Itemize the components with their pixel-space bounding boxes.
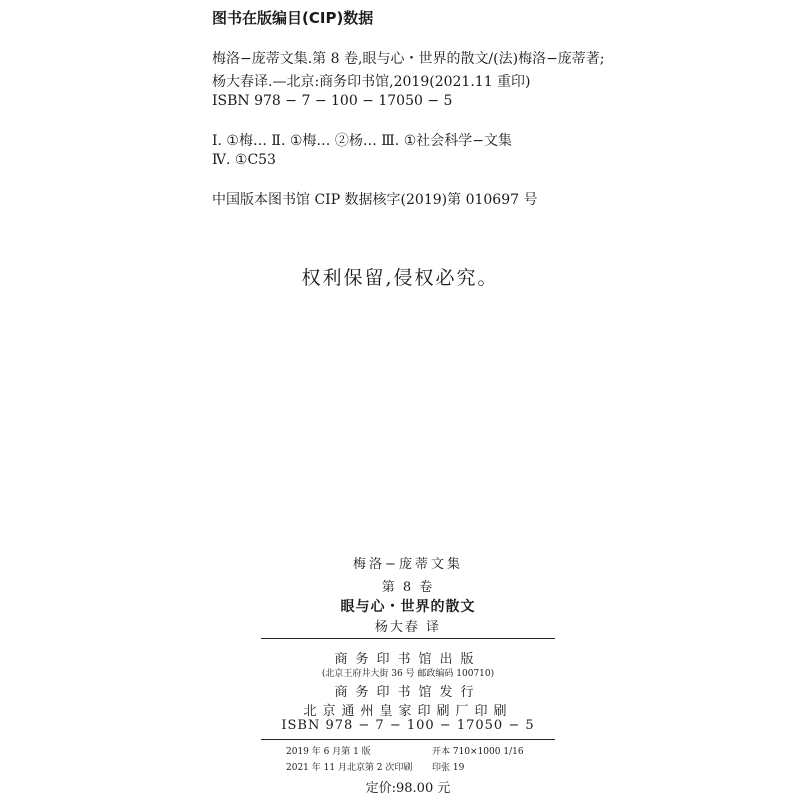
colophon-isbn: ISBN 978 − 7 − 100 − 17050 − 5 — [281, 718, 535, 733]
edition-info: 2019 年 6 月第 1 版 — [286, 747, 371, 757]
rights-notice: 权利保留,侵权必究。 — [301, 267, 499, 289]
printing-info: 2021 年 11 月北京第 2 次印刷 — [286, 763, 413, 773]
format-info: 开本 710×1000 1/16 — [432, 747, 524, 757]
publisher-address: (北京王府井大街 36 号 邮政编码 100710) — [321, 669, 495, 679]
book-title: 眼与心・世界的散文 — [340, 599, 476, 615]
divider-bottom — [261, 739, 555, 740]
volume-number: 第 8 卷 — [381, 580, 435, 595]
cip-entry-line-1: 梅洛−庞蒂文集.第 8 卷,眼与心・世界的散文/(法)梅洛−庞蒂著; — [212, 51, 605, 67]
price: 定价:98.00 元 — [365, 781, 451, 796]
distributor: 商务印书馆发行 — [334, 685, 482, 700]
cip-isbn: ISBN 978 − 7 − 100 − 17050 − 5 — [212, 93, 453, 109]
sheets-info: 印张 19 — [432, 763, 465, 773]
cip-number: 中国版本图书馆 CIP 数据核字(2019)第 010697 号 — [212, 192, 538, 208]
divider-top — [261, 638, 555, 639]
printer: 北京通州皇家印刷厂印刷 — [303, 704, 513, 719]
cip-title: 图书在版编目(CIP)数据 — [212, 9, 374, 27]
cip-classification-line-2: Ⅳ. ①C53 — [212, 152, 276, 168]
cip-entry-line-2: 杨大春译.—北京:商务印书馆,2019(2021.11 重印) — [212, 74, 531, 90]
publisher: 商务印书馆出版 — [334, 652, 482, 667]
translator: 杨大春 译 — [374, 620, 442, 635]
series-title: 梅洛−庞蒂文集 — [353, 557, 463, 572]
cip-classification-line-1: Ⅰ. ①梅… Ⅱ. ①梅… ②杨… Ⅲ. ①社会科学−文集 — [212, 133, 512, 149]
